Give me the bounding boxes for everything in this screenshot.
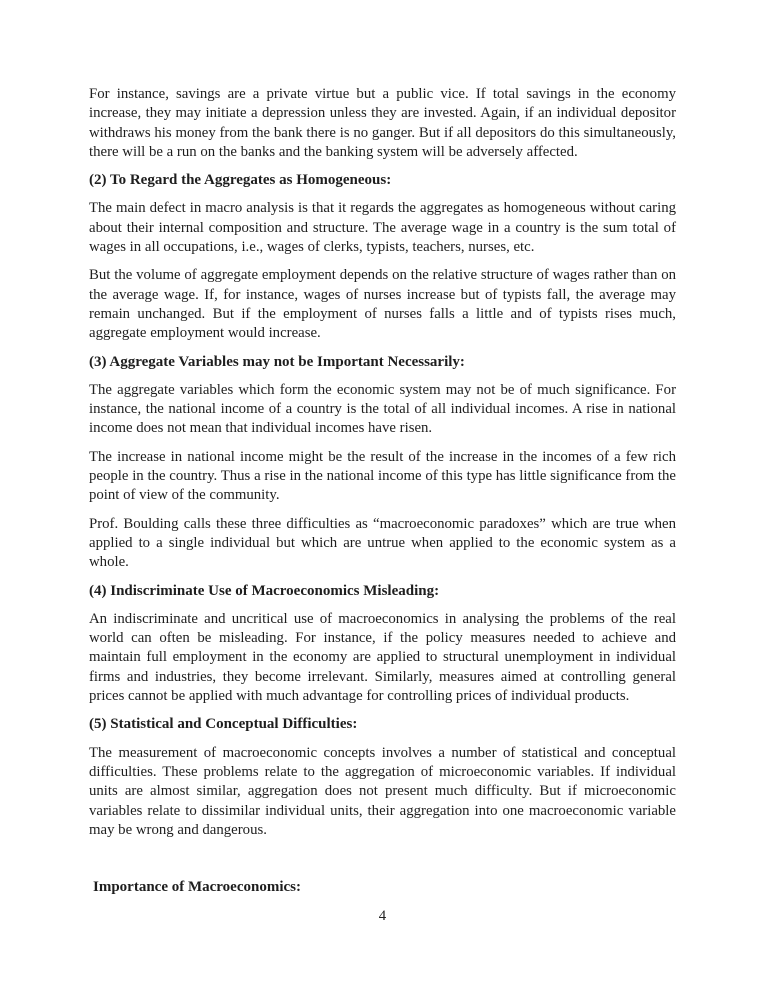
paragraph: An indiscriminate and uncritical use of macroeconomics in analysing the problems of the real world can often be misleading. For instance, if the policy measures needed to achieve and maintain full employment in the economy are applied to structural unemployment in individual firms and industries, they become irrelevant. Similarly, measures aimed at controlling general prices cannot be applied with much advantage for controlling prices of individual products. [89, 610, 676, 705]
paragraph: The main defect in macro analysis is that it regards the aggregates as homogeneous without caring about their internal composition and structure. The average wage in a country is the sum total of wages in all occupations, i.e., wages of clerks, typists, teachers, nurses, etc. [89, 200, 676, 256]
section-heading: (4) Indiscriminate Use of Macroeconomics Misleading: [89, 582, 440, 599]
paragraph: The aggregate variables which form the economic system may not be of much significance. For instance, the national income of a country is the total of all individual incomes. A rise in national income does not mean that individual incomes have risen. [89, 381, 676, 437]
section-heading: (3) Aggregate Variables may not be Important Necessarily: [89, 353, 465, 370]
section-heading: (2) To Regard the Aggregates as Homogeneous: [89, 172, 392, 189]
paragraph: For instance, savings are a private virtue but a public vice. If total savings in the economy increase, they may initiate a depression unless they are invested. Again, if an individual depositor withdraws his money from the bank there is no ganger. But if all depositors do this simultaneously, there will be a run on the banks and the banking system will be adversely affected. [89, 86, 676, 160]
paragraph: The measurement of macroeconomic concepts involves a number of statistical and conceptual difficulties. These problems relate to the aggregation of microeconomic variables. If individual units are almost similar, aggregation does not present much difficulty. But if microeconomic variables relate to dissimilar individual units, their aggregation into one macroeconomic variable may be wrong and dangerous. [89, 744, 676, 838]
document-body [89, 85, 676, 906]
section-heading: (5) Statistical and Conceptual Difficulties: [89, 716, 358, 733]
page-number: 4 [378, 908, 387, 924]
paragraph: Prof. Boulding calls these three difficulties as “macroeconomic paradoxes” which are true when applied to a single individual but which are untrue when applied to the economic system as a whole. [89, 515, 676, 571]
paragraph: The increase in national income might be the result of the increase in the incomes of a few rich people in the country. Thus a rise in the national income of this type has little significance from the point of view of the community. [89, 448, 676, 504]
paragraph: But the volume of aggregate employment depends on the relative structure of wages rather than on the average wage. If, for instance, wages of nurses increase but of typists fall, the average may remain unchanged. But if the employment of nurses falls a little and of typists rises much, aggregate employment would increase. [89, 267, 676, 342]
section-heading: Importance of Macroeconomics: [93, 879, 301, 896]
